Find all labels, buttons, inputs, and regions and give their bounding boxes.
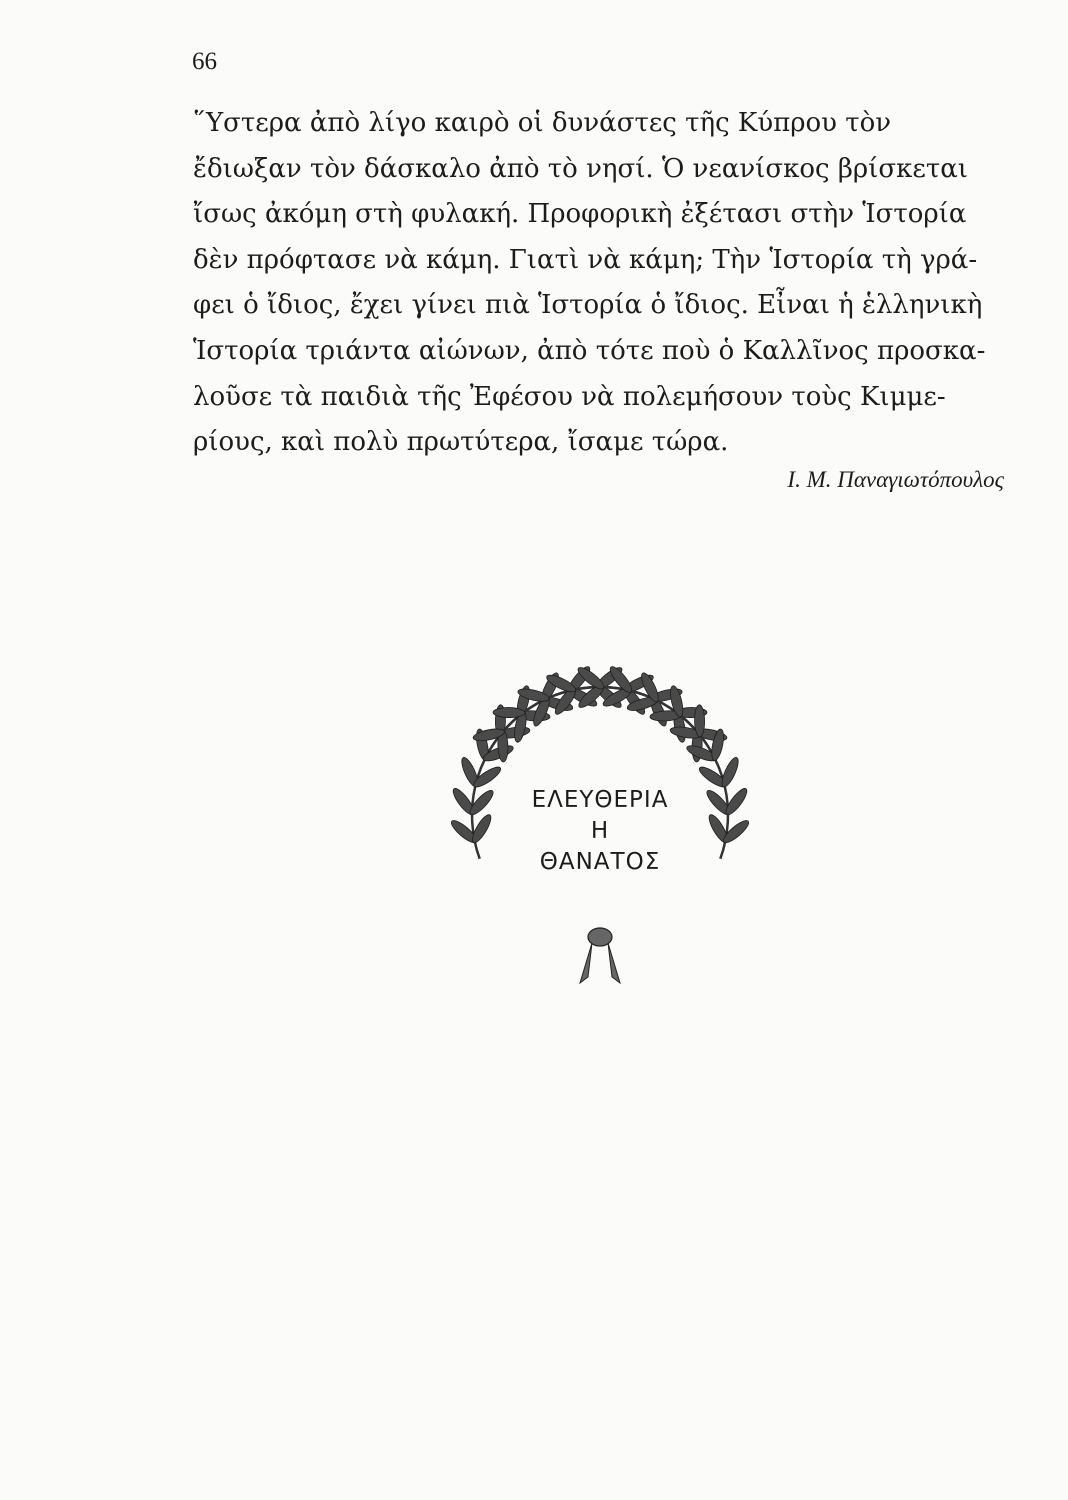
laurel-leaf [694,705,705,737]
laurel-leaf [493,707,525,718]
body-paragraph [193,101,1037,466]
laurel-leaf [719,756,741,789]
text-line: ἴσως ἀκόμη στὴ φυλακή. Προφορικὴ ἐξέτασι στὴν Ἱστορία [193,199,967,230]
motto-line: ΘΑΝΑΤΟΣ [539,849,661,875]
text-line: ἔδιωξαν τὸν δάσκαλο ἀπὸ τὸ νησί. Ὁ νεανίσκος βρίσκεται [193,153,968,184]
motto [440,785,760,878]
text-line: Ἱστορία τριάντα αἰώνων, ἀπὸ τότε ποὺ ὁ Καλλῖνος προσκα- [193,335,986,366]
ribbon-end [608,943,620,983]
laurel-wreath-emblem [440,665,760,995]
motto-line: ΕΛΕΥΘΕΡΙΑ [531,787,669,813]
text-line: ρίους, καὶ πολὺ πρωτύτερα, ἴσαμε τώρα. [193,427,729,458]
author-signature: Ι. Μ. Παναγιωτόπουλος [787,467,1004,492]
page-number: 66 [192,48,217,75]
motto-line: Η [590,818,610,844]
ribbon-end [580,943,592,983]
text-line: δὲν πρόφτασε νὰ κάμη. Γιατὶ νὰ κάμη; Τὴν Ἱστορία τὴ γρά- [193,244,978,275]
text-line: φει ὁ ἴδιος, ἔχει γίνει πιὰ Ἱστορία ὁ ἴδιος. Εἶναι ἡ ἑλληνικὴ [193,290,983,321]
text-line: λοῦσε τὰ παιδιὰ τῆς Ἐφέσου νὰ πολεμήσουν τοὺς Κιμμε- [193,381,946,412]
text-line: ῞Υστερα ἀπὸ λίγο καιρὸ οἱ δυνάστες τῆς Κύπρου τὸν [193,108,892,138]
